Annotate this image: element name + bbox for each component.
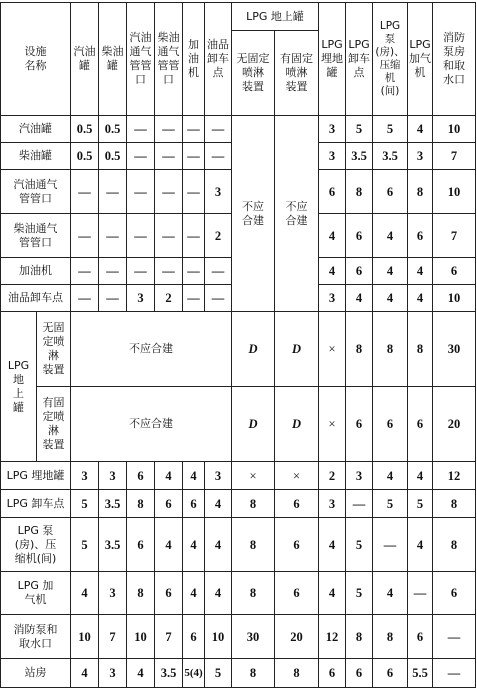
cell: 6 bbox=[346, 659, 373, 688]
cell: 4 bbox=[373, 462, 408, 490]
cell: 6 bbox=[346, 214, 373, 258]
cell: 5 bbox=[346, 116, 373, 143]
cell: D bbox=[275, 312, 319, 387]
cell: — bbox=[373, 518, 408, 572]
cell: — bbox=[155, 170, 183, 214]
cell: — bbox=[127, 214, 155, 258]
row-label: LPG 加 气机 bbox=[1, 572, 71, 615]
header-lpg-above-ground: LPG 地上罐 bbox=[232, 3, 319, 31]
cell: 8 bbox=[408, 170, 433, 214]
cell: — bbox=[183, 285, 205, 312]
cell: 30 bbox=[232, 615, 275, 659]
cell: 6 bbox=[319, 659, 346, 688]
cell: 4 bbox=[373, 258, 408, 285]
row-label: 汽油罐 bbox=[1, 116, 71, 143]
cell: 0.5 bbox=[71, 143, 99, 170]
cell: — bbox=[183, 170, 205, 214]
cell: 3 bbox=[205, 462, 232, 490]
table-row bbox=[1, 615, 476, 659]
cell: 4 bbox=[71, 572, 99, 615]
cell: 6 bbox=[155, 490, 183, 518]
cell: 10 bbox=[127, 615, 155, 659]
cell: — bbox=[155, 214, 183, 258]
cell: D bbox=[275, 387, 319, 462]
cell: 12 bbox=[433, 462, 476, 490]
cell: 3.5 bbox=[99, 518, 127, 572]
cell: 8 bbox=[346, 312, 373, 387]
cell: 4 bbox=[408, 285, 433, 312]
header-diesel-vent: 柴油 通气 管管 口 bbox=[155, 3, 183, 116]
cell: × bbox=[275, 462, 319, 490]
cell: 7 bbox=[433, 214, 476, 258]
row-label: 柴油通气 管管口 bbox=[1, 214, 71, 258]
cell: 8 bbox=[408, 312, 433, 387]
cell: — bbox=[127, 143, 155, 170]
cell: — bbox=[99, 170, 127, 214]
cell: — bbox=[205, 116, 232, 143]
header-gasoline-vent: 汽油 通气 管管 口 bbox=[127, 3, 155, 116]
cell: 7 bbox=[433, 143, 476, 170]
cell: — bbox=[99, 214, 127, 258]
cell: 4 bbox=[183, 518, 205, 572]
cell: 6 bbox=[408, 615, 433, 659]
cell: 4 bbox=[155, 462, 183, 490]
cell: 5(4) bbox=[183, 659, 205, 688]
cell: 8 bbox=[275, 659, 319, 688]
header-lpg-above-spray: 有固定 喷淋 装置 bbox=[275, 31, 319, 116]
cell: 5 bbox=[373, 116, 408, 143]
cell: 3 bbox=[346, 462, 373, 490]
cell: 7 bbox=[99, 615, 127, 659]
cell: 4 bbox=[373, 214, 408, 258]
row-sublabel: 有固 定喷 淋 装置 bbox=[37, 387, 71, 462]
cell: 8 bbox=[232, 659, 275, 688]
cell: 3.5 bbox=[373, 143, 408, 170]
cell: 3 bbox=[319, 116, 346, 143]
spacing-table bbox=[0, 2, 476, 688]
row-label: LPG 泵 (房)、压 缩机(间) bbox=[1, 518, 71, 572]
cell: × bbox=[319, 312, 346, 387]
cell: 5 bbox=[205, 659, 232, 688]
table-row bbox=[1, 572, 476, 615]
cell: 8 bbox=[232, 490, 275, 518]
cell: — bbox=[71, 170, 99, 214]
cell: 5 bbox=[408, 490, 433, 518]
header-lpg-unloading: LPG 卸车 点 bbox=[346, 3, 373, 116]
cell: 0.5 bbox=[99, 143, 127, 170]
row-label: 汽油通气 管管口 bbox=[1, 170, 71, 214]
cell: 4 bbox=[183, 462, 205, 490]
cell: 5 bbox=[71, 490, 99, 518]
not-allowed-spray: 不应 合建 bbox=[275, 116, 319, 312]
cell: — bbox=[183, 214, 205, 258]
header-lpg-buried: LPG 埋地 罐 bbox=[319, 3, 346, 116]
cell: 3.5 bbox=[346, 143, 373, 170]
cell: 3 bbox=[319, 143, 346, 170]
row-label: 加油机 bbox=[1, 258, 71, 285]
cell: 6 bbox=[408, 387, 433, 462]
cell: 4 bbox=[205, 490, 232, 518]
cell: 4 bbox=[373, 285, 408, 312]
cell: 4 bbox=[319, 518, 346, 572]
cell: 10 bbox=[205, 615, 232, 659]
cell: — bbox=[155, 116, 183, 143]
cell: 6 bbox=[183, 490, 205, 518]
header-lpg-above-no-spray: 无固定 喷淋 装置 bbox=[232, 31, 275, 116]
cell: 8 bbox=[127, 572, 155, 615]
cell: 6 bbox=[346, 387, 373, 462]
header-fire-pump: 消防 泵房 和取 水口 bbox=[433, 3, 476, 116]
cell: 2 bbox=[319, 462, 346, 490]
header-diesel-tank: 柴油 罐 bbox=[99, 3, 127, 116]
table-row bbox=[1, 312, 476, 387]
cell: 5 bbox=[346, 572, 373, 615]
cell: 4 bbox=[71, 659, 99, 688]
cell: 6 bbox=[183, 615, 205, 659]
cell: — bbox=[346, 490, 373, 518]
cell: 10 bbox=[71, 615, 99, 659]
not-allowed-span: 不应合建 bbox=[71, 312, 232, 387]
cell: 2 bbox=[205, 214, 232, 258]
header-gasoline-tank: 汽油 罐 bbox=[71, 3, 99, 116]
cell: — bbox=[127, 116, 155, 143]
row-label: 油品卸车点 bbox=[1, 285, 71, 312]
cell: 6 bbox=[275, 572, 319, 615]
cell: — bbox=[183, 258, 205, 285]
cell: — bbox=[99, 285, 127, 312]
cell: 6 bbox=[408, 214, 433, 258]
cell: 3 bbox=[127, 285, 155, 312]
cell: — bbox=[205, 143, 232, 170]
not-allowed-no-spray: 不应 合建 bbox=[232, 116, 275, 312]
cell: 4 bbox=[205, 518, 232, 572]
cell: 20 bbox=[433, 387, 476, 462]
not-allowed-span: 不应合建 bbox=[71, 387, 232, 462]
cell: 3 bbox=[205, 170, 232, 214]
cell: 30 bbox=[433, 312, 476, 387]
cell: 5.5 bbox=[408, 659, 433, 688]
header-corner: 设施 名称 bbox=[1, 3, 71, 116]
cell: 6 bbox=[373, 170, 408, 214]
table-row bbox=[1, 116, 476, 143]
cell: 3.5 bbox=[155, 659, 183, 688]
cell: 6 bbox=[319, 170, 346, 214]
cell: — bbox=[433, 615, 476, 659]
cell: 4 bbox=[205, 572, 232, 615]
cell: D bbox=[232, 312, 275, 387]
header-oil-unloading: 油品 卸车 点 bbox=[205, 3, 232, 116]
cell: 4 bbox=[183, 572, 205, 615]
row-label: 柴油罐 bbox=[1, 143, 71, 170]
cell: — bbox=[71, 258, 99, 285]
cell: — bbox=[99, 258, 127, 285]
cell: 4 bbox=[408, 462, 433, 490]
cell: 5 bbox=[71, 518, 99, 572]
cell: 3 bbox=[99, 659, 127, 688]
cell: 6 bbox=[127, 462, 155, 490]
cell: — bbox=[408, 572, 433, 615]
cell: 10 bbox=[433, 285, 476, 312]
cell: 6 bbox=[373, 659, 408, 688]
table-row bbox=[1, 518, 476, 572]
cell: — bbox=[71, 285, 99, 312]
cell: 20 bbox=[275, 615, 319, 659]
table-row bbox=[1, 490, 476, 518]
cell: 6 bbox=[275, 518, 319, 572]
cell: 4 bbox=[319, 572, 346, 615]
cell: 8 bbox=[232, 518, 275, 572]
table-row bbox=[1, 387, 476, 462]
cell: 3 bbox=[99, 462, 127, 490]
header-lpg-pump: LPG 泵 (房)、 压缩 机 (间) bbox=[373, 3, 408, 116]
cell: 3.5 bbox=[99, 490, 127, 518]
cell: — bbox=[155, 258, 183, 285]
cell: 6 bbox=[433, 258, 476, 285]
cell: 8 bbox=[373, 615, 408, 659]
cell: × bbox=[319, 387, 346, 462]
cell: 5 bbox=[346, 518, 373, 572]
cell: 12 bbox=[319, 615, 346, 659]
cell: 0.5 bbox=[71, 116, 99, 143]
cell: 6 bbox=[373, 387, 408, 462]
cell: 4 bbox=[408, 258, 433, 285]
row-label: 消防泵和 取水口 bbox=[1, 615, 71, 659]
cell: 8 bbox=[373, 312, 408, 387]
cell: 2 bbox=[155, 285, 183, 312]
cell: 4 bbox=[408, 518, 433, 572]
cell: 5 bbox=[373, 490, 408, 518]
cell: 8 bbox=[127, 490, 155, 518]
cell: 8 bbox=[433, 490, 476, 518]
cell: — bbox=[127, 258, 155, 285]
cell: D bbox=[232, 387, 275, 462]
cell: 4 bbox=[373, 572, 408, 615]
header-dispenser: 加油 机 bbox=[183, 3, 205, 116]
row-label: LPG 埋地罐 bbox=[1, 462, 71, 490]
cell: 3 bbox=[319, 285, 346, 312]
cell: 6 bbox=[127, 518, 155, 572]
cell: 6 bbox=[155, 572, 183, 615]
cell: — bbox=[127, 170, 155, 214]
cell: — bbox=[433, 659, 476, 688]
cell: 6 bbox=[275, 490, 319, 518]
cell: 6 bbox=[433, 572, 476, 615]
cell: — bbox=[205, 258, 232, 285]
row-label: 站房 bbox=[1, 659, 71, 688]
cell: 7 bbox=[155, 615, 183, 659]
header-lpg-dispenser: LPG 加气 机 bbox=[408, 3, 433, 116]
cell: 4 bbox=[319, 214, 346, 258]
cell: 4 bbox=[319, 258, 346, 285]
cell: 6 bbox=[346, 258, 373, 285]
cell: 8 bbox=[346, 170, 373, 214]
cell: × bbox=[232, 462, 275, 490]
cell: — bbox=[183, 143, 205, 170]
cell: — bbox=[71, 214, 99, 258]
row-label: LPG 卸车点 bbox=[1, 490, 71, 518]
cell: 3 bbox=[99, 572, 127, 615]
cell: 4 bbox=[408, 116, 433, 143]
cell: 3 bbox=[71, 462, 99, 490]
cell: 8 bbox=[232, 572, 275, 615]
cell: 4 bbox=[346, 285, 373, 312]
cell: 3 bbox=[319, 490, 346, 518]
lpg-above-group-label: LPG 地 上 罐 bbox=[1, 312, 37, 462]
cell: 8 bbox=[433, 518, 476, 572]
table-row bbox=[1, 462, 476, 490]
cell: 0.5 bbox=[99, 116, 127, 143]
cell: — bbox=[155, 143, 183, 170]
cell: 4 bbox=[155, 518, 183, 572]
row-sublabel: 无固 定喷 淋 装置 bbox=[37, 312, 71, 387]
cell: 10 bbox=[433, 116, 476, 143]
cell: 4 bbox=[127, 659, 155, 688]
cell: 8 bbox=[346, 615, 373, 659]
table-row bbox=[1, 659, 476, 688]
cell: 10 bbox=[433, 170, 476, 214]
cell: — bbox=[183, 116, 205, 143]
cell: 3 bbox=[408, 143, 433, 170]
cell: — bbox=[205, 285, 232, 312]
